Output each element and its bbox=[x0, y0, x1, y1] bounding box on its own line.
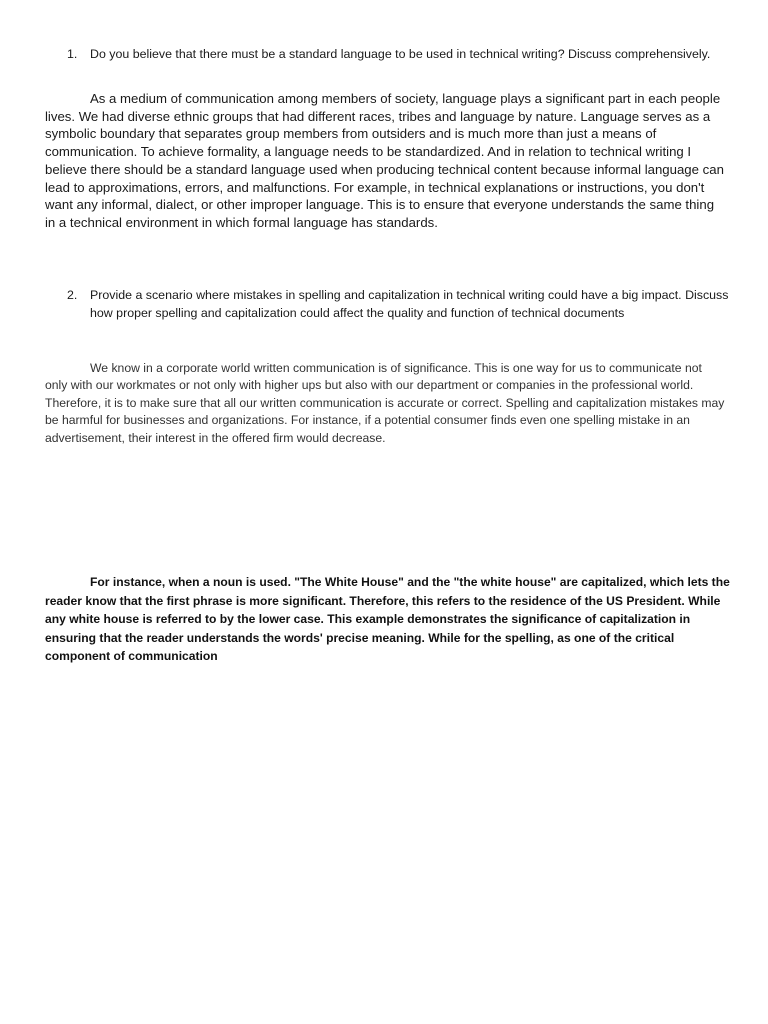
answer-1-paragraph: As a medium of communication among members of society, language plays a significant part in each people lives. We had diverse ethnic groups that had different races, tribes and language by nature. Language serves as a symbolic boundary that separates group members from outsiders and is much more than just a means of communication. To achieve formality, a language needs to be standardized. And in relation to technical writing I believe there should be a standard language used when producing technical content because informal language can lead to approximations, errors, and malfunctions. For example, in technical explanations or instructions, you don't want any informal, dialect, or other improper language. This is to ensure that everyone understands the same thing in a technical environment in which formal language has standards. bbox=[45, 91, 724, 230]
question-2-text: Provide a scenario where mistakes in spelling and capitalization in technical writing could have a big impact. Discuss how proper spelling and capitalization could affect the quality and function of technical documents bbox=[90, 288, 729, 320]
question-1-number: 1. bbox=[67, 47, 78, 61]
question-2-number: 2. bbox=[67, 288, 78, 302]
question-1-text: Do you believe that there must be a standard language to be used in technical writing? Discuss comprehensively. bbox=[90, 47, 711, 61]
answer-3-paragraph: For instance, when a noun is used. "The White House" and the "the white house" are capitalized, which lets the reader know that the first phrase is more significant. Therefore, this refers to the residence of the US President. While any white house is referred to by the lower case. This example demonstrates the significance of capitalization in ensuring that the reader understands the words' precise meaning. While for the spelling, as one of the critical component of communication bbox=[45, 575, 730, 663]
answer-2-paragraph: We know in a corporate world written communication is of significance. This is one way for us to communicate not only with our workmates or not only with higher ups but also with our department or companies in the professional world. Therefore, it is to make sure that all our written communication is accurate or correct. Spelling and capitalization mistakes may be harmful for businesses and organizations. For instance, if a potential consumer finds even one spelling mistake in an advertisement, their interest in the offered firm would decrease. bbox=[45, 361, 725, 445]
